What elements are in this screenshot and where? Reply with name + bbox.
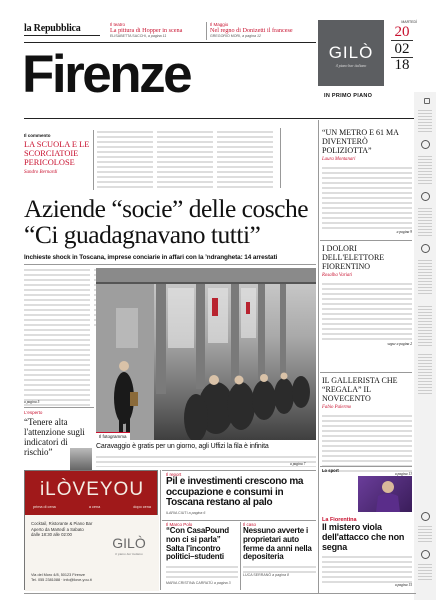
- main-headline[interactable]: [24, 196, 314, 248]
- interview-portrait: [70, 448, 92, 470]
- right-story-gallery-page: a pagina 13: [394, 472, 412, 476]
- photo-caption-body: [96, 455, 316, 467]
- bottom-story-economy-kicker: Il report: [166, 472, 182, 477]
- gilo-logo: GILÒ: [328, 43, 374, 62]
- right-story-gallery-author: Fabio Palermo: [322, 405, 352, 410]
- sidebar-strip: [414, 92, 436, 600]
- right-story-gallery-title: IL GALLERISTA CHE “REGALA” IL NOVECENTO: [322, 376, 398, 403]
- right-story-voter-author: Rosalba Variati: [322, 273, 352, 278]
- sport-kicker: La Fiorentina: [322, 517, 357, 523]
- right-story-voter[interactable]: [322, 244, 412, 346]
- right-story-police[interactable]: [322, 128, 412, 234]
- teaser-maggio-kicker: Il Maggio: [210, 22, 229, 27]
- iloveyou-sub2: a cena: [88, 505, 101, 509]
- interview-quote: “Tenere alta l'attenzione sugli indicatori di rischio”: [24, 417, 85, 457]
- iloveyou-sub1: prima di cena: [33, 505, 56, 509]
- gilo-tagline: il piano bar italiano: [335, 64, 367, 68]
- comment-title: LA SCUOLA E LE SCORCIATOIE PERICOLOSE: [24, 140, 90, 168]
- iloveyou-phone: Tel. 055 2381088 · info@ilove-you.it: [31, 578, 92, 582]
- right-story-voter-title: I DOLORI DELL'ELETTORE FIORENTINO: [322, 244, 385, 271]
- bottom-story-casapound-kicker: Il Marco Polo: [166, 522, 193, 527]
- bottom-story-casapound-byline: MARIA CRISTINA CARRATÙ: [166, 581, 213, 586]
- teaser-maggio-title: Nel regno di Donizetti il francese: [210, 27, 293, 34]
- teaser-theatre-byline: ELISABETTA SACCHI: [110, 34, 146, 38]
- sport-photo: [358, 476, 412, 512]
- right-story-police-author: Laura Montanari: [322, 157, 356, 162]
- main-body-col1: [24, 268, 90, 406]
- sport-section[interactable]: [322, 468, 412, 587]
- teaser-maggio[interactable]: Il Maggio Nel regno di Donizetti il francese GREGORIO MORI, a pagina 12: [210, 22, 312, 38]
- bottom-story-economy-title: Pil e investimenti crescono ma occupazione e consumi in Toscana restano al palo: [166, 476, 304, 509]
- comment-kicker: Il commento: [24, 133, 51, 138]
- bottom-story-depot-byline: LUCA SERRANÒ: [243, 573, 272, 578]
- right-story-gallery[interactable]: [322, 376, 412, 476]
- teaser-maggio-byline: GREGORIO MORI: [210, 34, 241, 38]
- bottom-story-economy[interactable]: [166, 472, 316, 515]
- uffizi-queue-photo[interactable]: [96, 268, 316, 440]
- bottom-story-depot-title: Nessuno avverte i proprietari auto ferme da anni nella depositeria: [243, 526, 312, 562]
- teaser-theatre-title: La pittura di Hopper in scena: [110, 27, 183, 34]
- bottom-story-economy-byline: ILARIA CIUTI: [166, 510, 188, 515]
- date-box: [387, 20, 417, 86]
- photo-scene: [96, 268, 316, 440]
- sport-page: a pagina 15: [394, 583, 412, 588]
- date-label: MARTEDÌ: [401, 20, 417, 24]
- sport-label: Lo sport: [322, 468, 339, 473]
- right-story-police-title: “UN METRO E 61 MA DIVENTERÒ POLIZIOTTA”: [322, 128, 399, 155]
- main-headline-line2: “Ci guadagnavano tutti”: [24, 220, 261, 249]
- iloveyou-ad[interactable]: [24, 470, 158, 590]
- bottom-story-casapound-page: a pagina 3: [213, 581, 231, 586]
- section-label: IN PRIMO PIANO: [324, 93, 373, 99]
- teaser-theatre-page: a pagina 11: [147, 34, 167, 38]
- iloveyou-line3: dalle 18:30 alle 02:00: [31, 532, 72, 537]
- bottom-story-depot[interactable]: [243, 522, 316, 577]
- comment-author: Sandro Bernardi: [24, 169, 58, 175]
- bottom-story-casapound-title: “Con CasaPound non ci si parla” Salta l'incontro politici–studenti: [166, 526, 229, 562]
- date-month: 02: [394, 40, 410, 57]
- teaser-theatre-kicker: Il teatro: [110, 22, 126, 27]
- teaser-maggio-page: a pagina 12: [242, 34, 261, 38]
- body-text-col1: [97, 130, 153, 190]
- photo-page: a pagina 7: [290, 462, 306, 466]
- city-title: Firenze: [22, 45, 191, 104]
- teaser-theatre[interactable]: Il teatro La pittura di Hopper in scena ELISABETTA SACCHI, a pagina 11: [110, 22, 206, 38]
- date-year: 18: [394, 57, 410, 74]
- gilo-corner-ad[interactable]: [318, 20, 384, 86]
- main-story-page: a pagina 5: [24, 400, 40, 404]
- bottom-story-depot-kicker: Il caso: [243, 522, 257, 527]
- iloveyou-address: Via del Moro 4/8, 50123 Firenze: [31, 573, 85, 577]
- interview-kicker: L'esperto: [24, 410, 43, 415]
- bottom-story-depot-page: a pagina 8: [272, 573, 289, 578]
- body-text-col3: [217, 130, 273, 190]
- photo-caption[interactable]: [96, 443, 316, 451]
- bottom-story-casapound[interactable]: [166, 522, 238, 585]
- photo-caption-text: Caravaggio è gratis per un giorno, agli Uffizi la fila è infinita: [96, 443, 269, 450]
- iloveyou-gilo-logo: GILÒ: [112, 535, 146, 551]
- iloveyou-gilo-tagline: il piano bar italiano: [115, 552, 143, 556]
- comment-column[interactable]: [24, 133, 90, 175]
- iloveyou-brand: iLÒVEYOU: [39, 479, 145, 500]
- iloveyou-sub3: dopo cena: [133, 505, 151, 509]
- main-subhead: Inchieste shock in Toscana, imprese conciarie in affari con la ’ndrangheta: 14 arrestati: [24, 254, 278, 261]
- masthead-logo[interactable]: la Repubblica: [24, 23, 81, 34]
- bottom-story-economy-page: a pagina 6: [188, 510, 206, 515]
- right-story-police-page: a pagina 9: [396, 230, 412, 234]
- body-text-col2: [157, 130, 213, 190]
- iloveyou-line2: Aperto da Martedì a Sabato: [31, 526, 84, 532]
- main-headline-line1: Aziende “socie” delle cosche: [24, 194, 309, 223]
- date-day: 20: [394, 24, 410, 40]
- right-story-voter-page: segue a pagina 2: [387, 342, 412, 346]
- photo-tag: Il fotogramma: [96, 432, 130, 440]
- iloveyou-line1: Cocktail, Ristorante & Piano Bar: [31, 521, 93, 526]
- sport-title: Il mistero viola dell'attacco che non segna: [322, 522, 405, 552]
